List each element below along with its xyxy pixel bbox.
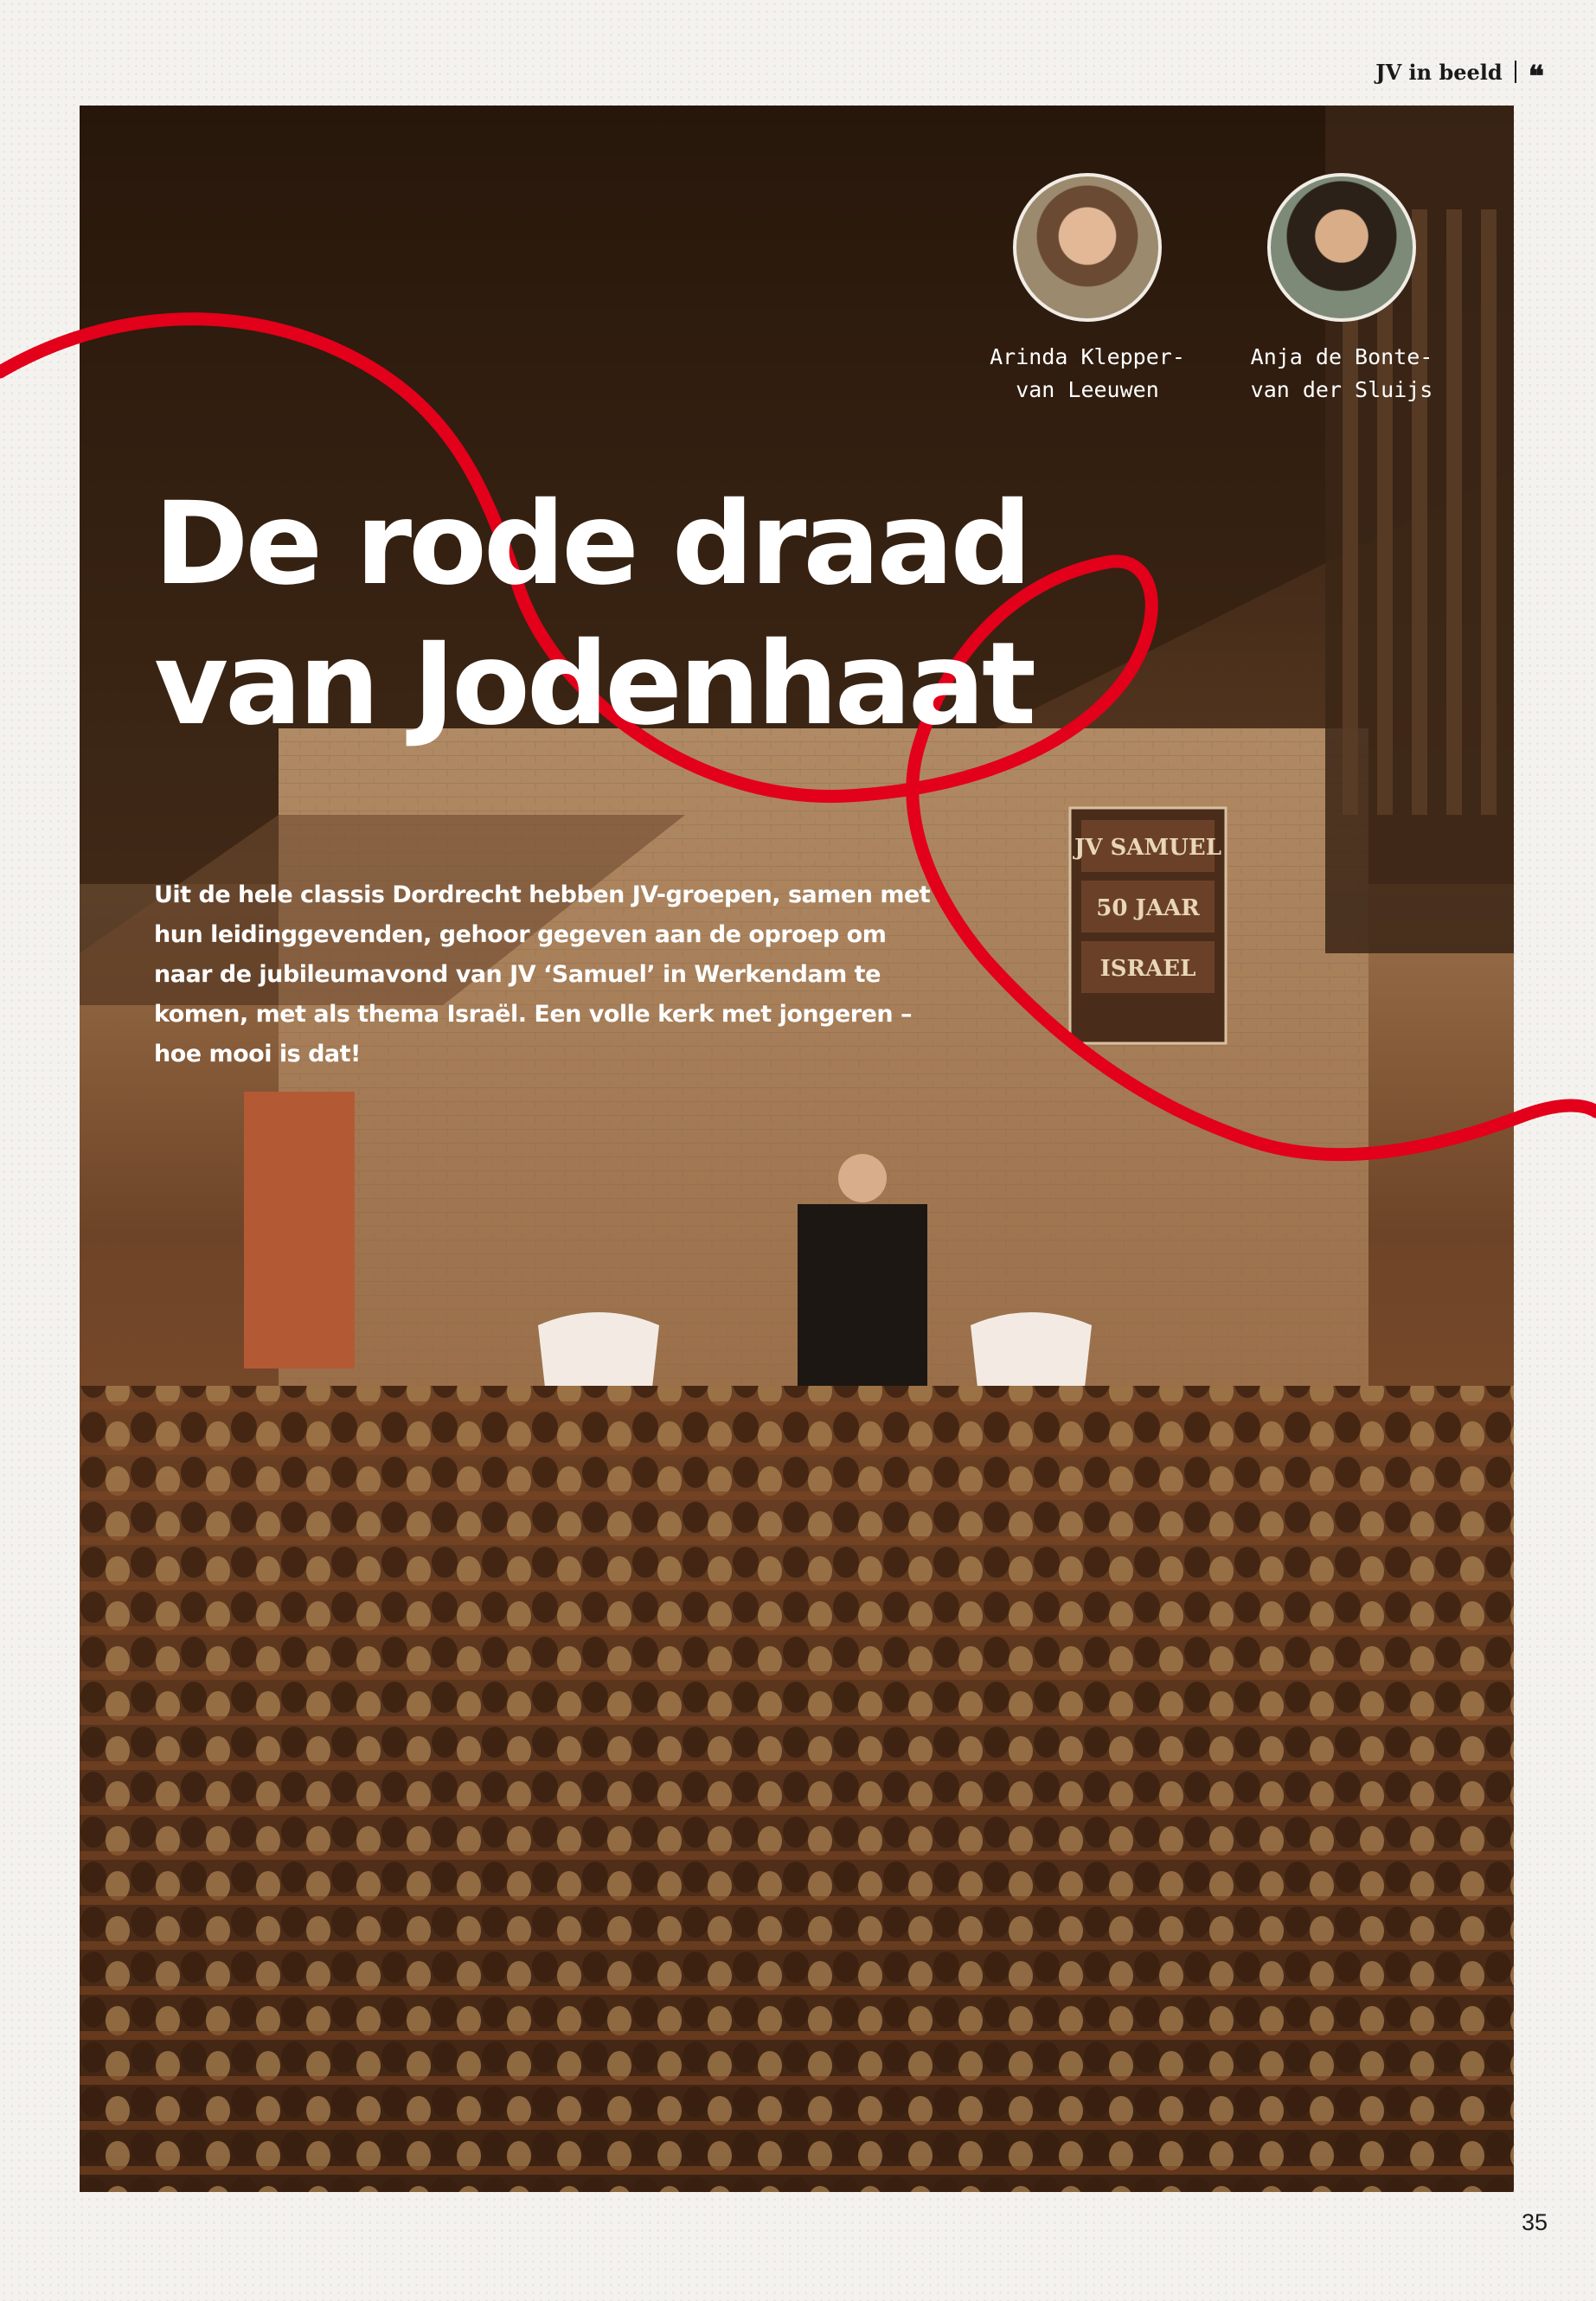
section-header — [1375, 57, 1542, 94]
section-label: JV in beeld — [1375, 59, 1503, 85]
sign-line-2: 50 JAAR — [1096, 895, 1200, 921]
article-title-line1: De rode draad — [154, 478, 1029, 611]
author-name-line1: Arinda Klepper- — [990, 344, 1185, 369]
article-title — [154, 474, 1033, 754]
author-2 — [1225, 173, 1458, 407]
quote-icon: ❝ — [1528, 60, 1542, 94]
sign-line-1: JV SAMUEL — [1074, 835, 1222, 861]
article-intro: Uit de hele classis Dordrecht hebben JV-groepen, samen met hun leidinggevenden, gehoor gegeven aan de oproep om naar de jubileumavond van JV ‘Samuel’ in Werkendam te komen, met als thema Israël. Een volle kerk met jongeren – hoe mooi is dat! — [154, 881, 931, 1067]
author-name-line2: van der Sluijs — [1250, 377, 1433, 402]
author-photo — [1013, 173, 1162, 322]
author-1 — [971, 173, 1204, 407]
sign-line-3: ISRAEL — [1099, 956, 1196, 982]
church-event-photo — [80, 106, 1514, 2192]
page-number: 35 — [1521, 2209, 1548, 2235]
author-name-line1: Anja de Bonte- — [1250, 344, 1433, 369]
article-title-line2: van Jodenhaat — [154, 618, 1034, 751]
author-name-line2: van Leeuwen — [1016, 377, 1159, 402]
header-divider — [1515, 61, 1516, 83]
author-photo — [1267, 173, 1416, 322]
